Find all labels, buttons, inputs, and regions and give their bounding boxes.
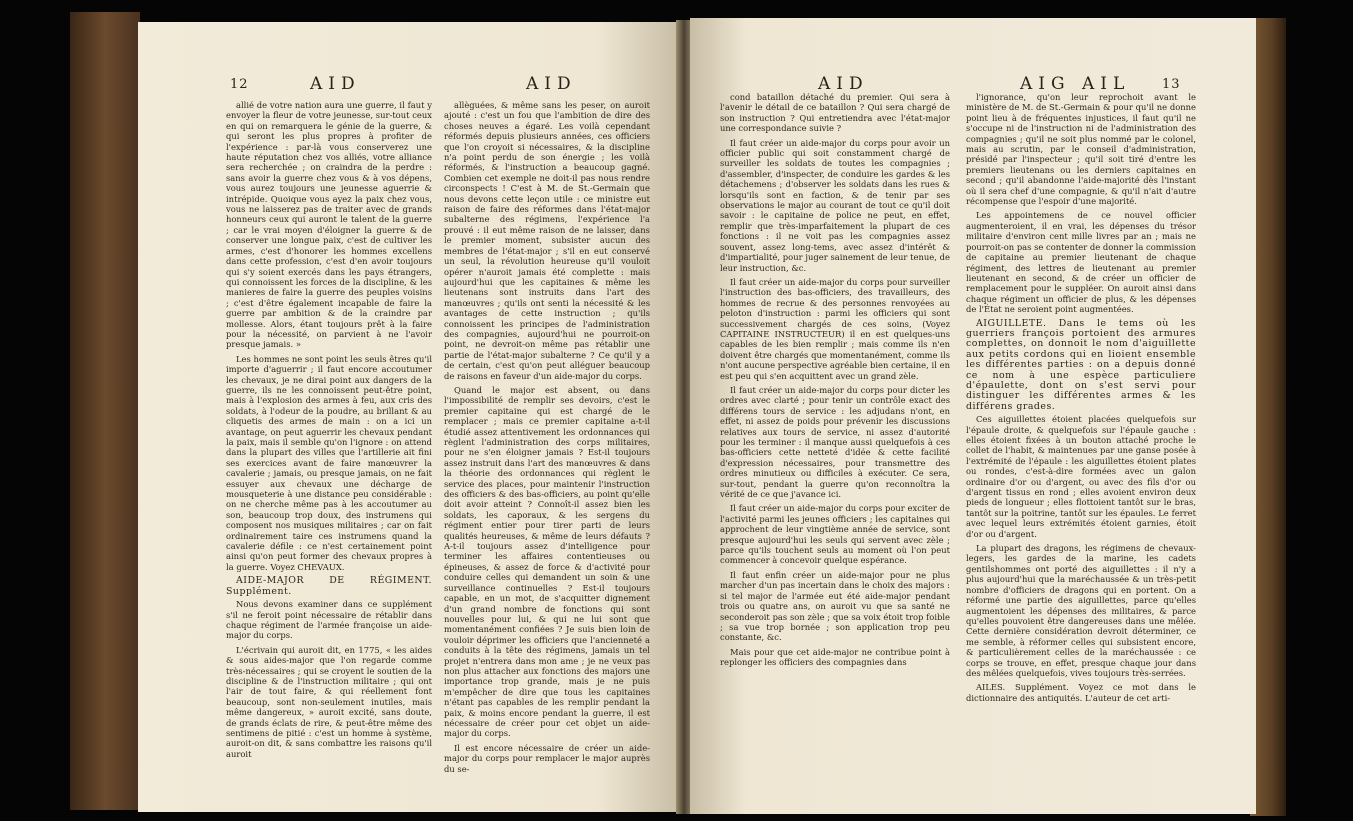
right-column-1 [720,92,950,804]
paragraph: AILES. Supplément. Voyez ce mot dans le dictionnaire des antiquités. L'auteur de cet arti- [966,682,1196,703]
right-page [690,18,1256,814]
paragraph: La plupart des dragons, les régimens de chevaux-legers, les gardes de la marine, les cadets gentilshommes ont porté des aiguillettes : il n'y a plus aujourd'hui que la maréchaussée & un très-petit nombre d'officiers de dragons qui en portent. On a réformé une partie des aiguillettes, parce qu'elles augmentoient les dépenses des militaires, & parce qu'elles pouvoient être dangereuses dans une mêlée. Cette dernière considération devroit déterminer, ce me semble, à réformer celles qui subsistent encore, & particulièrement celles de la maréchaussée : ce corps se trouve, en effet, presque chaque jour dans des mêlées quelquefois, vives toujours très-serrées. [966,543,1196,678]
right-running-head-2: AIG AIL [1020,74,1131,94]
paragraph: Ces aiguillettes étoient placées quelquefois sur l'épaule droite, & quelquefois sur l'épaule gauche : elles étoient fixées à un bouton attaché proche le collet de l'habit, & maintenues par une ganse posée à l'extrémité de l'épaule : les aiguillettes étoient plates ou rondes, c'est-à-dire formées avec un galon ordinaire d'or ou d'argent, ou avec des fils d'or ou d'argent tissus en rond ; elles avoient environ deux pieds de longueur ; elles flottoient tantôt sur le bras, tantôt sur la poitrine, tantôt sur les épaules. Le ferret avec lequel leurs extrémités étoient garnies, étoit d'or ou d'argent. [966,414,1196,539]
paragraph: Nous devons examiner dans ce supplément s'il ne feroit point nécessaire de rétablir dans chaque régiment de l'armée françoise un aide-major du corps. [226,599,432,641]
paragraph: L'écrivain qui auroit dit, en 1775, « les aides & sous aides-major que l'on regarde comme très-nécessaires ; qui se croyent le soutien de la discipline & de l'instruction militaire ; qui ont l'air de tout faire, & qui réellement font beaucoup, sont non-seulement inutiles, mais même dangereux, » auroit excité, sans doute, de grands éclats de rire, & peut-être même des sentimens de pitié : c'est un homme à système, auroit-on dit, & sans combattre les raisons qu'il auroit [226,644,432,759]
book-binding-left [70,12,140,810]
paragraph: Mais pour que cet aide-major ne contribue point à replonger les officiers des compagnies dans [720,646,950,668]
paragraph: Il faut créer un aide-major du corps pour surveiller l'instruction des bas-officiers, des travailleurs, des hommes de recrue & des personnes renvoyées au peloton d'instruction : parmi les officiers qui sont successivement chargés de ces soins, (Voyez CAPITAINE INSTRUCTEUR) il en est quelques-uns capables de les bien remplir ; mais comme ils n'en doivent être chargés que momentanément, comme ils n'ont aucune perspective agréable bien certaine, il en est peu qui s'en acquittent avec un grand zèle. [720,276,950,381]
paragraph: Il faut enfin créer un aide-major pour ne plus marcher d'un pas incertain dans le choix des majors : si tel major de l'armée eut été aide-major pendant trois ou quatre ans, on auroit vu que sa santé ne seconderoit pas son zèle ; que sa voix étoit trop foible ; sa vue trop bornée ; son application trop peu constante, &c. [720,569,950,643]
paragraph: allié de votre nation aura une guerre, il faut y envoyer la fleur de votre jeunesse, sur-tout ceux en qui on remarquera le génie de la guerre, & qui seront les plus propres à profiter de l'expérience : par-là vous conserverez une haute réputation chez vos alliés, votre alliance sera recherchée ; on craindra de la perdre : sans avoir la guerre chez vous & à vos dépens, vous aurez toujours une jeunesse aguerrie & intrépide. Quoique vous ayez la paix chez vous, vous ne laisserez pas de traiter avec de grands honneurs ceux qui auront le talent de la guerre ; car le vrai moyen d'éloigner la guerre & de conserver une longue paix, c'est de cultiver les armes, c'est d'honorer les hommes excellens dans cette profession, c'est d'en avoir toujours qui s'y soient exercés dans les pays étrangers, qui connoissent les forces de la discipline, & les manieres de faire la guerre des peuples voisins ; c'est d'être également incapable de faire la guerre par ambition & de la craindre par mollesse. Alors, étant toujours prêt à la faire pour la nécessité, on parvient à ne l'avoir presque jamais. » [226,100,432,350]
paragraph: allèguées, & même sans les peser, on auroit ajouté : c'est un fou que l'ambition de dire des choses neuves a égaré. Les voilà cependant réformés depuis plusieurs années, ces officiers que l'on croyoit si nécessaires, & la discipline n'a point perdu de son énergie ; les voilà réformés, & l'instruction a beaucoup gagné. Combien cet exemple ne doit-il pas nous rendre circonspects ! C'est à M. de St.-Germain que nous devons cette leçon utile : ce ministre eut raison de faire des réformes dans l'état-major subalterne des régimens, l'expérience l'a prouvé : il eut même raison de ne laisser, dans le premier moment, subsister aucun des membres de l'état-major ; s'il en eut conservé un seul, la révolution heureuse qu'il vouloit opérer n'auroit jamais été complette : mais aujourd'hui que les capitaines & même les lieutenans sont instruits dans l'art des manœuvres ; qu'ils ont senti la nécessité & les avantages de cette instruction ; qu'ils connoissent les principes de l'administration des compagnies, aujourd'hui ne pourroit-on point, ne devroit-on même pas rétablir une partie de l'état-major subalterne ? Ce qu'il y a de certain, c'est qu'on peut alléguer beaucoup de raisons en faveur d'un aide-major du corps. [444,100,650,381]
left-running-head-2: AID [526,74,577,94]
paragraph: Il faut créer un aide-major du corps pour exciter de l'activité parmi les jeunes officiers ; les capitaines qui approchent de leur vingtième année de service, sont presque aujourd'hui les seuls qui servent avec zèle ; parce qu'ils touchent seuls au moment où l'on peut commencer à concevoir quelque espérance. [720,503,950,566]
paragraph: Il est encore nécessaire de créer un aide-major du corps pour remplacer le major auprès du se- [444,742,650,774]
paragraph: l'ignorance, qu'on leur reprochoit avant le ministère de M. de St.-Germain & pour qu'il ne donne point lieu à de fréquentes injustices, il faut qu'il ne s'occupe ni de l'instruction ni de l'administration des compagnies ; qu'il ne soit plus nommé par le colonel, mais au scrutin, par le conseil d'administration, présidé par l'inspecteur ; qu'il soit tiré d'entre les premiers lieutenans ou les derniers capitaines en second ; qu'il abandonne l'aide-majorité dès l'instant où il sera chef d'une compagnie, & qu'il n'ait d'autre récompense que l'espoir d'une majorité. [966,92,1196,207]
paragraph: Les appointemens de ce nouvel officier augmenteroient, il en vrai, les dépenses du trésor militaire d'environ cent mille livres par an ; mais ne pourroit-on pas se contenter de donner la commission de capitaine au premier lieutenant de chaque régiment, des lettres de lieutenant au premier lieutenant en second, & de créer un officier de remplacement pour le suppléer. On auroit ainsi dans chaque régiment un officier de plus, & les dépenses de l'État ne seroient point augmentées. [966,210,1196,315]
left-running-head-1: AID [310,74,361,94]
left-page-header [138,74,678,94]
paragraph: Les hommes ne sont point les seuls êtres qu'il importe d'aguerrir ; il faut encore accoutumer les chevaux, je ne dirai point aux dangers de la guerre, ils ne les connoissent peut-être point, mais à l'explosion des armes à feu, aux cris des soldats, à l'odeur de la poudre, au brillant & au cliquetis des armes de main : on a ici un avantage, on peut aguerrir les chevaux pendant la paix, mais il semble qu'on l'ignore : on attend dans la plupart des villes que l'artillerie ait fini ses exercices avant de faire manœuvrer la cavalerie ; jamais, ou presque jamais, on ne fait essuyer aux chevaux une décharge de mousqueterie à une distance peu considérable : on ne cherche même pas à les accoutumer au son, beaucoup trop doux, des instrumens qui composent nos musiques militaires ; car on fait ordinairement taire ces instrumens quand la cavalerie défile : ce n'est certainement point ainsi qu'on peut former des chevaux propres à la guerre. Voyez CHEVAUX. [226,353,432,572]
paragraph: Il faut créer un aide-major du corps pour dicter les ordres avec clarté ; pour tenir un contrôle exact des différens tours de service : les adjudans n'ont, en effet, ni assez de poids pour prévenir les discussions relatives aux tours de service, ni assez d'autorité pour les terminer : il manque aussi quelquefois à ces bas-officiers cette netteté d'idée & cette facilité d'expression nécessaires, pour transmettre des ordres minutieux ou difficiles à exécuter. Ce sera, sur-tout, pendant la guerre qu'on reconnoîtra la vérité de ce que j'avance ici. [720,384,950,500]
paragraph: Il faut créer un aide-major du corps pour avoir un officier public qui soit constamment chargé de surveiller les soldats de toutes les compagnies ; d'assembler, d'inspecter, de conduire les gardes & les détachemens ; d'observer les soldats dans les rues & lorsqu'ils sont en faction, & de tenir par ses observations le major au courant de tout ce qu'il doit savoir : le capitaine de police ne peut, en effet, remplir que très-imparfaitement la plupart de ces fonctions : il ne voit pas les compagnies assez souvent, assez long-tems, avec assez d'intérêt & d'impartialité, pour juger sainement de leur tenue, de leur instruction, &c. [720,137,950,273]
right-running-head-1: AID [818,74,869,94]
paragraph: Quand le major est absent, ou dans l'impossibilité de remplir ses devoirs, c'est le premier capitaine qui est chargé de le remplacer ; mais ce premier capitaine a-t-il étudié assez attentivement les ordonnances qui règlent l'administration des corps militaires, pour ne s'en éloigner jamais ? Est-il toujours assez instruit dans l'art des manœuvres & dans la théorie des ordonnances qui règlent le service des places, pour maintenir l'instruction des officiers & des bas-officiers, au point qu'elle doit avoir atteint ? Connoît-il assez bien les soldats, les caporaux, & les sergens du régiment entier pour tirer parti de leurs qualités heureuses, & même de leurs défauts ? A-t-il toujours assez d'intelligence pour terminer les affaires contentieuses ou épineuses, & assez de force & d'activité pour conduire celles qui demandent un soin & une surveillance continuelles ? Est-il toujours capable, en un mot, de s'acquitter dignement d'un grand nombre de fonctions qui sont nouvelles pour lui, & qui ne lui sont que momentanément confiées ? Je suis bien loin de vouloir déprimer les officiers que l'ancienneté a conduits à la tête des régimens, jamais un tel projet n'entrera dans mon ame ; je ne veux pas non plus attacher aux fonctions des majors une importance trop grande, mais je ne puis m'empêcher de dire que tous les capitaines n'étant pas capables de les remplir pendant la paix, & moins encore pendant la guerre, il est nécessaire de créer pour cet objet un aide-major du corps. [444,384,650,739]
left-column-1 [226,100,432,802]
article-heading: AIGUILLETE. Dans le tems où les guerriers françois portoient des armures complettes, on donnoit le nom d'aiguillette aux petits cordons qui en lioient ensemble les différentes parties : on a depuis donné ce nom à une espèce particuliere d'épaulette, dont on s'est servi pour distinguer les différentes armes & les différens grades. [966,317,1196,412]
right-column-2 [966,92,1196,804]
right-page-number: 13 [1162,77,1181,92]
left-page [138,22,678,812]
left-page-number: 12 [230,77,249,92]
article-heading: AIDE-MAJOR DE RÉGIMENT. Supplément. [226,575,432,597]
paragraph: cond bataillon détaché du premier. Qui sera à l'avenir le détail de ce bataillon ? Qui sera chargé de son instruction ? Qui entretiendra avec l'état-major une correspondance suivie ? [720,92,950,134]
left-column-2 [444,100,650,802]
right-page-header [690,74,1256,94]
